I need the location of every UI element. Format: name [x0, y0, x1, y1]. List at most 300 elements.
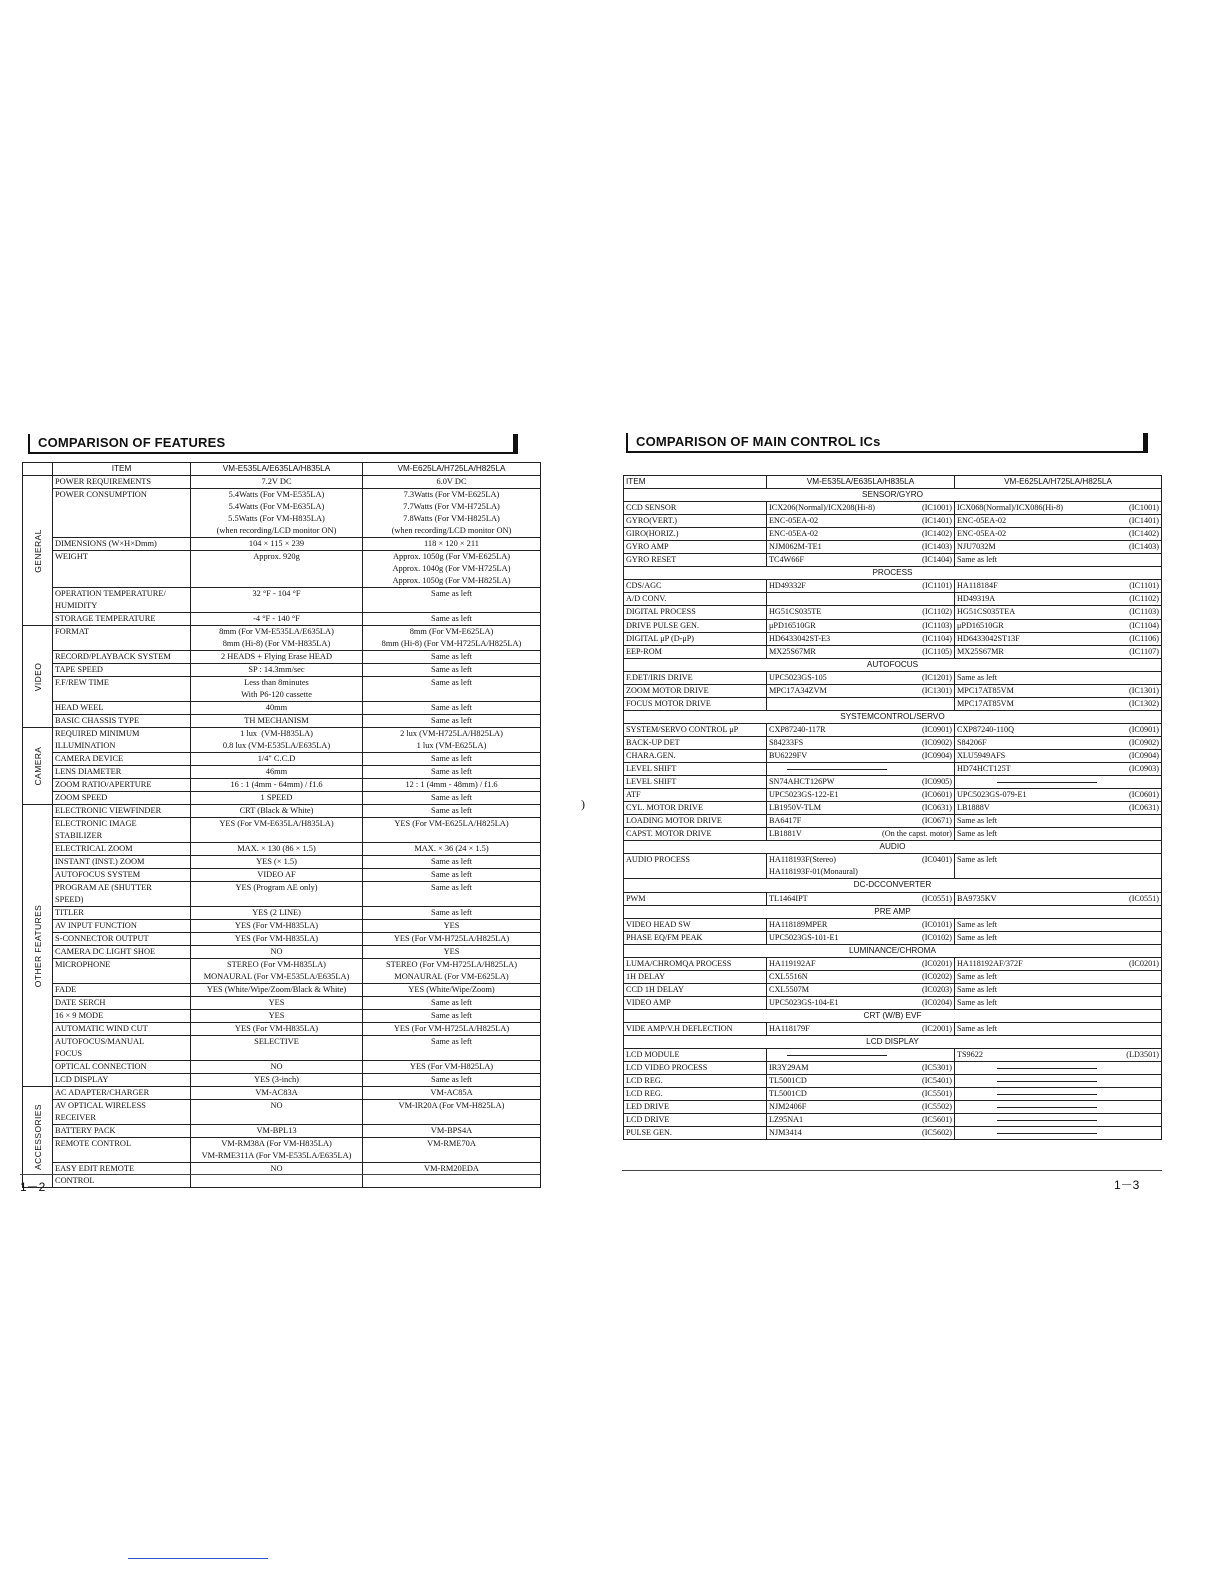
table-row — [624, 632, 1162, 645]
model-b-cell: 118 × 120 × 211 — [363, 538, 541, 551]
item-cell: CAMERA DC LIGHT SHOE — [53, 946, 191, 959]
part-number: MPC17AT85VM — [957, 698, 1014, 708]
model-b-cell — [955, 1075, 1162, 1088]
ic-number: (IC1201) — [921, 672, 952, 682]
model-b-cell: Same as left — [363, 907, 541, 920]
section-label: PRE AMP — [624, 905, 1162, 918]
ic-number: (IC5601) — [921, 1115, 952, 1125]
model-a-cell: 16 : 1 (4mm - 64mm) / f1.6 — [191, 779, 363, 792]
part-number: Same as left — [957, 855, 998, 865]
ic-number: (IC0904) — [1128, 750, 1159, 760]
item-cell: ELECTRONIC VIEWFINDER — [53, 805, 191, 818]
ic-number: (IC1401) — [1128, 516, 1159, 526]
ic-number: (IC1001) — [921, 503, 952, 513]
model-b-cell: Same as left — [363, 997, 541, 1010]
model-b-cell: Same as left — [363, 805, 541, 818]
item-cell: INSTANT (INST.) ZOOM — [53, 856, 191, 869]
item-cell: CHARA.GEN. — [624, 749, 767, 762]
model-a-cell: CRT (Black & White) — [191, 805, 363, 818]
model-b-cell: YES (For VM-E625LA/H825LA) — [363, 818, 541, 843]
part-number: CXL5516N — [769, 971, 808, 981]
model-a-cell — [767, 541, 955, 554]
model-b-cell: Same as left — [363, 651, 541, 664]
item-cell: POWER REQUIREMENTS — [53, 476, 191, 489]
model-b-cell — [955, 723, 1162, 736]
table-row — [624, 763, 1162, 776]
table-row — [23, 792, 541, 805]
part-number: UPC5023GS-079-E1 — [957, 790, 1027, 800]
model-a-cell: NO — [191, 1163, 363, 1188]
part-number: S84206F — [957, 737, 987, 747]
part-number: MPC17A34ZVM — [769, 685, 827, 695]
item-cell: AUTOFOCUS/MANUAL FOCUS — [53, 1036, 191, 1061]
item-cell: ELECTRICAL ZOOM — [53, 843, 191, 856]
table-row — [23, 805, 541, 818]
item-cell: 16 × 9 MODE — [53, 1010, 191, 1023]
part-number: Same as left — [957, 997, 998, 1007]
section-label: LCD DISPLAY — [624, 1036, 1162, 1049]
item-cell: FORMAT — [53, 626, 191, 651]
model-a-cell — [767, 632, 955, 645]
part-number: BU6229FV — [769, 750, 808, 760]
item-cell: REQUIRED MINIMUM ILLUMINATION — [53, 728, 191, 753]
table-row — [624, 1075, 1162, 1088]
model-a-cell — [767, 802, 955, 815]
part-number: TS9622 — [957, 1050, 983, 1060]
table-row — [23, 651, 541, 664]
table-row — [23, 818, 541, 843]
ic-number: (IC0202) — [921, 971, 952, 981]
model-b-cell — [955, 828, 1162, 841]
item-cell: LCD MODULE — [624, 1049, 767, 1062]
model-a-cell — [767, 763, 955, 776]
not-applicable-dash — [997, 1094, 1097, 1095]
item-cell: HEAD WEEL — [53, 702, 191, 715]
item-cell: ZOOM RATIO/APERTURE — [53, 779, 191, 792]
item-cell: LED DRIVE — [624, 1101, 767, 1114]
header-cell: ITEM — [53, 463, 191, 476]
ic-number: (IC5502) — [921, 1102, 952, 1112]
section-row — [624, 1009, 1162, 1022]
item-cell: DIMENSIONS (W×H×Dmm) — [53, 538, 191, 551]
category-other-features — [23, 805, 53, 1087]
table-row — [23, 1023, 541, 1036]
ic-number: (IC2001) — [921, 1023, 952, 1033]
model-b-cell — [955, 1022, 1162, 1035]
part-number: Same as left — [957, 984, 998, 994]
section-label: SENSOR/GYRO — [624, 489, 1162, 502]
table-row — [624, 789, 1162, 802]
item-cell: LCD DISPLAY — [53, 1074, 191, 1087]
section-row — [624, 905, 1162, 918]
table-row — [624, 541, 1162, 554]
model-a-cell: VM-RM38A (For VM-H835LA) VM-RME311A (For VM-E535LA/E635LA) — [191, 1138, 363, 1163]
model-b-cell: STEREO (For VM-H725LA/H825LA) MONAURAL (For VM-E625LA) — [363, 959, 541, 984]
part-number: MX25S67MR — [957, 646, 1004, 656]
model-a-cell — [767, 1127, 955, 1140]
model-a-cell — [767, 1101, 955, 1114]
ic-number: (IC1402) — [921, 529, 952, 539]
category-label: GENERAL — [32, 528, 43, 573]
table-row — [23, 1138, 541, 1163]
table-row — [23, 779, 541, 792]
ic-number: (IC5401) — [921, 1076, 952, 1086]
ic-number: (IC5602) — [921, 1128, 952, 1138]
part-number: HG51CS035TEA — [957, 607, 1016, 617]
model-b-cell: YES (White/Wipe/Zoom) — [363, 984, 541, 997]
model-b-cell — [955, 749, 1162, 762]
model-a-cell: 1/4" C.C.D — [191, 753, 363, 766]
model-a-cell: 32 °F - 104 °F — [191, 588, 363, 613]
part-number: TL5001CD — [769, 1089, 807, 1099]
ic-number: (IC0903) — [1128, 764, 1159, 774]
model-a-cell — [767, 1049, 955, 1062]
section-row — [624, 567, 1162, 580]
model-b-cell — [955, 802, 1162, 815]
features-title-banner — [28, 434, 516, 454]
model-b-cell: VM-RME70A — [363, 1138, 541, 1163]
footer-rule — [20, 1174, 540, 1175]
part-number: Same as left — [957, 932, 998, 942]
item-cell: AC ADAPTER/CHARGER — [53, 1087, 191, 1100]
model-a-cell: YES (For VM-H835LA) — [191, 1023, 363, 1036]
part-number: Same as left — [957, 555, 998, 565]
model-b-cell: Same as left — [363, 588, 541, 613]
item-cell: AV OPTICAL WIRELESS RECEIVER — [53, 1100, 191, 1125]
part-number: NJM2406F — [769, 1102, 807, 1112]
model-b-cell — [955, 554, 1162, 567]
model-b-cell: YES (For VM-H725LA/H825LA) — [363, 933, 541, 946]
model-a-cell: MAX. × 130 (86 × 1.5) — [191, 843, 363, 856]
header-cell: VM-E535LA/E635LA/H835LA — [191, 463, 363, 476]
model-b-cell — [955, 763, 1162, 776]
item-cell: S-CONNECTOR OUTPUT — [53, 933, 191, 946]
section-row — [624, 658, 1162, 671]
model-b-cell — [955, 515, 1162, 528]
table-row — [23, 984, 541, 997]
model-a-cell — [767, 1022, 955, 1035]
item-cell: EASY EDIT REMOTE CONTROL — [53, 1163, 191, 1188]
part-number: SN74AHCT126PW — [769, 777, 835, 787]
item-cell: CAPST. MOTOR DRIVE — [624, 828, 767, 841]
part-number: μPD16510GR — [769, 620, 816, 630]
item-cell: DRIVE PULSE GEN. — [624, 619, 767, 632]
item-cell: FADE — [53, 984, 191, 997]
features-title: COMPARISON OF FEATURES — [38, 435, 226, 450]
ic-number: (IC1103) — [1129, 607, 1159, 617]
table-row — [624, 970, 1162, 983]
model-a-cell — [767, 749, 955, 762]
table-row — [624, 671, 1162, 684]
model-b-cell — [955, 1062, 1162, 1075]
model-b-cell: Approx. 1050g (For VM-E625LA) Approx. 1040g (For VM-H725LA) Approx. 1050g (For VM-H825LA) — [363, 551, 541, 588]
model-a-cell — [767, 789, 955, 802]
model-b-cell: Same as left — [363, 753, 541, 766]
model-a-cell — [767, 1114, 955, 1127]
ic-number: (IC0671) — [921, 816, 952, 826]
item-cell: DATE SERCH — [53, 997, 191, 1010]
item-cell: RECORD/PLAYBACK SYSTEM — [53, 651, 191, 664]
ic-number: (IC1001) — [1128, 503, 1159, 513]
item-cell: CYL. MOTOR DRIVE — [624, 802, 767, 815]
title-bar-end — [513, 434, 518, 454]
part-number: BA6417F — [769, 816, 802, 826]
part-number: HD6433042ST-E3 — [769, 633, 831, 643]
section-row — [624, 1036, 1162, 1049]
model-b-cell — [955, 983, 1162, 996]
ic-number: (IC1401) — [921, 516, 952, 526]
not-applicable-dash — [787, 1055, 887, 1056]
section-label: AUDIO — [624, 841, 1162, 854]
model-b-cell — [955, 957, 1162, 970]
model-b-cell — [955, 606, 1162, 619]
category-label: CAMERA — [32, 746, 43, 786]
ic-number: (IC0601) — [1128, 790, 1159, 800]
part-number: CXL5507M — [769, 984, 810, 994]
ic-number: (IC1301) — [1128, 685, 1159, 695]
table-row — [23, 869, 541, 882]
model-b-cell: 8mm (For VM-E625LA) 8mm (Hi-8) (For VM-H725LA/H825LA) — [363, 626, 541, 651]
ics-title-banner — [626, 433, 1146, 453]
ic-number: (IC0551) — [1128, 893, 1159, 903]
model-b-cell: Same as left — [363, 702, 541, 715]
part-number: TL5001CD — [769, 1076, 807, 1086]
ic-number: (IC0101) — [921, 919, 952, 929]
item-cell: F.F/REW TIME — [53, 677, 191, 702]
table-row — [23, 843, 541, 856]
model-b-cell — [955, 892, 1162, 905]
item-cell: MICROPHONE — [53, 959, 191, 984]
part-number: HA118184F — [957, 581, 998, 591]
part-number: HD49332F — [769, 581, 806, 591]
part-number: CXP87240-117R — [769, 724, 826, 734]
item-cell: LCD REG. — [624, 1075, 767, 1088]
table-row — [624, 554, 1162, 567]
table-row — [23, 551, 541, 588]
model-b-cell: Same as left — [363, 1036, 541, 1061]
part-number: ENC-05EA-02 — [769, 516, 819, 526]
ic-number: (IC1105) — [922, 646, 952, 656]
model-a-cell — [767, 996, 955, 1009]
ic-number: (IC1104) — [1129, 620, 1159, 630]
part-number: Same as left — [957, 971, 998, 981]
part-number: ENC-05EA-02 — [769, 529, 819, 539]
model-a-cell — [767, 1075, 955, 1088]
model-a-cell: 2 HEADS + Flying Erase HEAD — [191, 651, 363, 664]
category-general — [23, 476, 53, 626]
model-b-cell — [955, 854, 1162, 879]
section-row — [624, 489, 1162, 502]
gutter-mark: ) — [581, 797, 585, 811]
item-cell: A/D CONV. — [624, 593, 767, 606]
category-label: ACCESSORIES — [32, 1104, 43, 1170]
ic-number: (IC0102) — [921, 932, 952, 942]
part-number: HA118189MPER — [769, 919, 828, 929]
not-applicable-dash — [997, 1120, 1097, 1121]
table-row — [624, 515, 1162, 528]
table-row — [23, 1061, 541, 1074]
section-row — [624, 879, 1162, 892]
part-number: Same as left — [957, 672, 998, 682]
item-cell: LCD REG. — [624, 1088, 767, 1101]
model-b-cell: VM-RM20EDA — [363, 1163, 541, 1188]
table-row — [23, 538, 541, 551]
item-cell: AUTOMATIC WIND CUT — [53, 1023, 191, 1036]
model-b-cell: YES (For VM-H725LA/H825LA) — [363, 1023, 541, 1036]
model-a-cell — [767, 671, 955, 684]
part-number: HD6433042ST13F — [957, 633, 1020, 643]
section-row — [624, 944, 1162, 957]
ic-number: (IC1102) — [1129, 594, 1159, 604]
item-cell: GYRO(VERT.) — [624, 515, 767, 528]
item-cell: FOCUS MOTOR DRIVE — [624, 697, 767, 710]
table-row — [624, 1022, 1162, 1035]
table-row — [624, 749, 1162, 762]
item-cell: REMOTE CONTROL — [53, 1138, 191, 1163]
ic-number: (IC1103) — [922, 620, 952, 630]
item-cell: CDS/AGC — [624, 580, 767, 593]
table-row — [624, 619, 1162, 632]
model-a-cell — [767, 1088, 955, 1101]
item-cell: GYRO RESET — [624, 554, 767, 567]
table-row — [624, 684, 1162, 697]
part-number: LB1881V — [769, 829, 802, 839]
part-number: Same as left — [957, 1023, 998, 1033]
item-cell: DIGITAL μP (D-μP) — [624, 632, 767, 645]
item-cell: 1H DELAY — [624, 970, 767, 983]
table-row — [624, 502, 1162, 515]
ic-number: (IC1402) — [1128, 529, 1159, 539]
model-a-cell: VIDEO AF — [191, 869, 363, 882]
model-b-cell — [955, 528, 1162, 541]
table-row — [23, 702, 541, 715]
item-cell: PWM — [624, 892, 767, 905]
model-b-cell — [955, 619, 1162, 632]
model-a-cell: VM-AC83A — [191, 1087, 363, 1100]
model-a-cell: YES (For VM-H835LA) — [191, 920, 363, 933]
header-blank — [23, 463, 53, 476]
table-row — [624, 736, 1162, 749]
model-b-cell — [955, 1088, 1162, 1101]
part-number: HD74HCT125T — [957, 764, 1011, 774]
part-number: UPC5023GS-122-E1 — [769, 790, 839, 800]
ic-number: (IC5301) — [921, 1063, 952, 1073]
model-b-cell — [955, 671, 1162, 684]
header-cell: VM-E625LA/H725LA/H825LA — [363, 463, 541, 476]
model-a-cell — [767, 815, 955, 828]
table-row — [23, 1074, 541, 1087]
ic-number: (IC0401) — [921, 855, 952, 865]
model-b-cell: 6.0V DC — [363, 476, 541, 489]
item-cell: STORAGE TEMPERATURE — [53, 613, 191, 626]
part-number: MPC17AT85VM — [957, 685, 1014, 695]
item-cell: AUTOFOCUS SYSTEM — [53, 869, 191, 882]
section-row — [624, 841, 1162, 854]
part-number: LZ95NA1 — [769, 1115, 804, 1125]
part-number: HD49319A — [957, 594, 996, 604]
category-label: OTHER FEATURES — [32, 904, 43, 987]
ic-number: (IC1403) — [1128, 542, 1159, 552]
model-a-cell: 8mm (For VM-E535LA/E635LA) 8mm (Hi-8) (For VM-H835LA) — [191, 626, 363, 651]
model-a-cell — [767, 736, 955, 749]
model-a-cell: YES (2 LINE) — [191, 907, 363, 920]
part-number: UPC5023GS-105 — [769, 672, 827, 682]
table-row — [23, 753, 541, 766]
item-cell: VIDE AMP/V.H DEFLECTION — [624, 1022, 767, 1035]
table-row — [23, 959, 541, 984]
page-number: 1－2 — [20, 1180, 46, 1194]
model-a-cell — [767, 1062, 955, 1075]
table-row — [624, 957, 1162, 970]
ic-number: (IC0631) — [921, 803, 952, 813]
model-a-cell: 7.2V DC — [191, 476, 363, 489]
part-number: ICX068(Normal)/ICX086(Hi-8) — [957, 503, 1063, 513]
ic-number: (IC1101) — [922, 581, 952, 591]
model-b-cell — [955, 1049, 1162, 1062]
table-row — [624, 1114, 1162, 1127]
model-b-cell — [955, 776, 1162, 789]
item-cell: EEP-ROM — [624, 645, 767, 658]
not-applicable-dash — [997, 1133, 1097, 1134]
model-a-cell: VM-BPL13 — [191, 1125, 363, 1138]
footer-rule — [622, 1170, 1162, 1171]
item-cell: CCD 1H DELAY — [624, 983, 767, 996]
not-applicable-dash — [997, 1107, 1097, 1108]
table-row — [23, 489, 541, 538]
item-cell: LUMA/CHROMQA PROCESS — [624, 957, 767, 970]
item-cell: OPTICAL CONNECTION — [53, 1061, 191, 1074]
part-number: TL1464IPT — [769, 893, 808, 903]
part-number: ICX206(Normal)/ICX208(Hi-8) — [769, 503, 875, 513]
table-row — [624, 1049, 1162, 1062]
table-row — [624, 606, 1162, 619]
model-a-cell: SELECTIVE — [191, 1036, 363, 1061]
ic-number: (IC1301) — [921, 685, 952, 695]
model-a-cell: NO — [191, 1061, 363, 1074]
ic-number: (IC5501) — [921, 1089, 952, 1099]
not-applicable-dash — [997, 1081, 1097, 1082]
model-b-cell — [955, 996, 1162, 1009]
table-row — [624, 1062, 1162, 1075]
model-b-cell: 2 lux (VM-H725LA/H825LA) 1 lux (VM-E625LA) — [363, 728, 541, 753]
model-a-cell — [767, 697, 955, 710]
item-cell: ZOOM MOTOR DRIVE — [624, 684, 767, 697]
ic-number: (IC1302) — [1128, 698, 1159, 708]
table-row — [23, 613, 541, 626]
part-number: HA118193F(Stereo) HA118193F-01(Monaural) — [769, 855, 858, 877]
model-a-cell: YES — [191, 997, 363, 1010]
model-a-cell: 1 lux (VM-H835LA) 0.8 lux (VM-E535LA/E635LA) — [191, 728, 363, 753]
table-row — [624, 776, 1162, 789]
part-number: HA118192AF/372F — [957, 958, 1023, 968]
model-a-cell: 5.4Watts (For VM-E535LA) 5.4Watts (For VM-E635LA) 5.5Watts (For VM-H835LA) (when recording/LCD monitor ON) — [191, 489, 363, 538]
model-a-cell — [767, 970, 955, 983]
table-row — [624, 828, 1162, 841]
ic-number: (IC0905) — [921, 777, 952, 787]
model-a-cell: YES (Program AE only) — [191, 882, 363, 907]
ic-number: (IC0902) — [1128, 737, 1159, 747]
table-row — [23, 728, 541, 753]
model-a-cell — [767, 502, 955, 515]
table-row — [23, 664, 541, 677]
model-b-cell: VM-IR20A (For VM-H825LA) — [363, 1100, 541, 1125]
item-cell: F.DET/IRIS DRIVE — [624, 671, 767, 684]
table-row — [23, 677, 541, 702]
part-number: UPC5023GS-104-E1 — [769, 997, 839, 1007]
table-row — [23, 933, 541, 946]
model-b-cell — [955, 1127, 1162, 1140]
part-number: ENC-05EA-02 — [957, 516, 1007, 526]
